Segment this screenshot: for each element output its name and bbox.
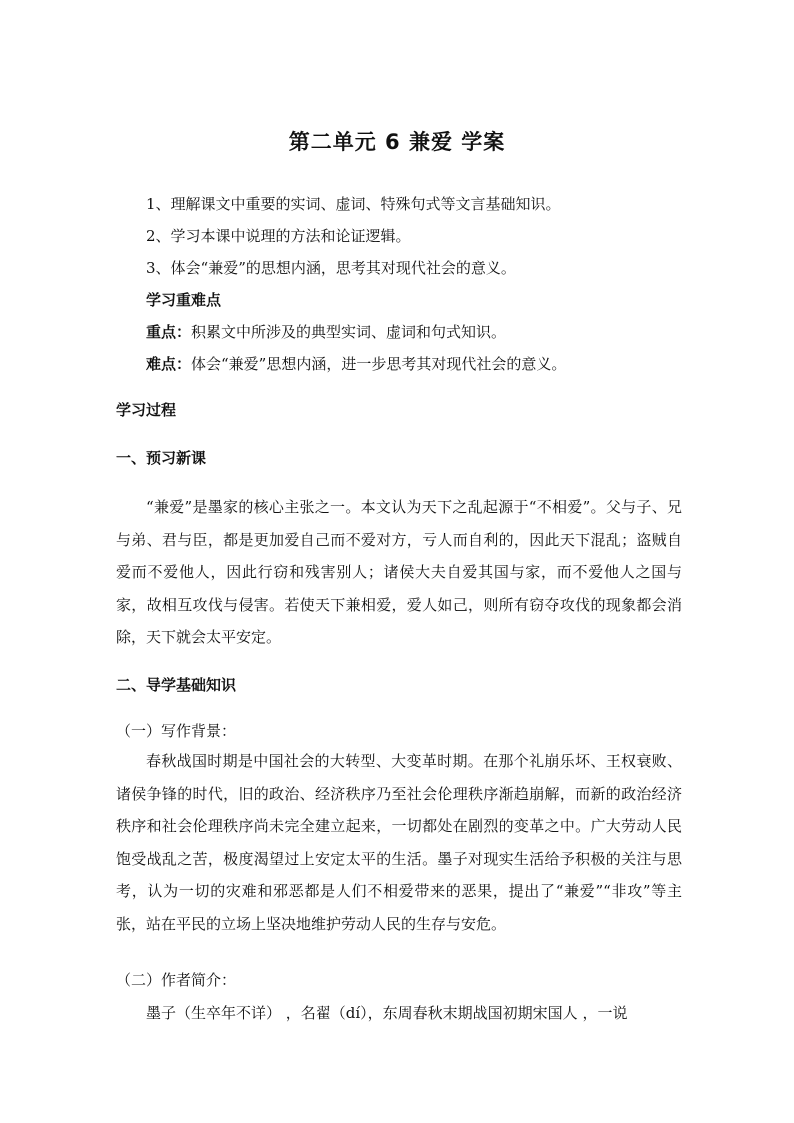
subsection1-heading: （一）写作背景：	[116, 722, 237, 740]
objective-item: 1、理解课文中重要的实词、虚词、特殊句式等文言基础知识。	[146, 195, 561, 213]
objective-item: 2、学习本课中说理的方法和论证逻辑。	[146, 227, 411, 245]
difficulty-line	[146, 354, 566, 374]
key-point-label: 重点：	[146, 323, 192, 341]
key-points-heading: 学习重难点	[146, 291, 222, 309]
key-point-line	[146, 322, 506, 342]
section2-heading: 二、导学基础知识	[116, 676, 237, 694]
difficulty-text: 体会“兼爱”思想内涵，进一步思考其对现代社会的意义。	[191, 355, 567, 373]
process-heading: 学习过程	[116, 401, 177, 419]
document-title: 第二单元 6 兼爱 学案	[288, 130, 506, 154]
author-intro-line: 墨子（生卒年不详） ，名翟（dí），东周春秋末期战国初期宋国人 ，一说	[146, 1004, 628, 1022]
difficulty-label: 难点：	[146, 355, 192, 373]
objective-item: 3、体会“兼爱”的思想内涵，思考其对现代社会的意义。	[146, 259, 516, 277]
section1-paragraph: “兼爱”是墨家的核心主张之一。本文认为天下之乱起源于“不相爱”。父与子、兄与弟、君与臣，都是更加爱自己而不爱对方，亏人而自利的，因此天下混乱；盗贼自爱而不爱他人，因此行窃和残害别人；诸侯大夫自爱其国与家，而不爱他人之国与家，故相互攻伐与侵害。若使天下兼相爱，爱人如己，则所有窃夺攻伐的现象都会消除，天下就会太平安定。	[116, 498, 682, 646]
section1-heading: 一、预习新课	[116, 449, 207, 467]
key-point-text: 积累文中所涉及的典型实词、虚词和句式知识。	[191, 323, 507, 341]
subsection1-paragraph: 春秋战国时期是中国社会的大转型、大变革时期。在那个礼崩乐坏、王权衰败、诸侯争锋的时代，旧的政治、经济秩序乃至社会伦理秩序渐趋崩解，而新的政治经济秩序和社会伦理秩序尚未完全建立起来，一切都处在剧烈的变革之中。广大劳动人民饱受战乱之苦，极度渴望过上安定太平的生活。墨子对现实生活给予积极的关注与思考，认为一切的灾难和邪恶都是人们不相爱带来的恶果，提出了“兼爱”“非攻”等主张，站在平民的立场上坚决地维护劳动人民的生存与安危。	[116, 752, 682, 933]
subsection2-heading: （二）作者简介：	[116, 971, 237, 989]
